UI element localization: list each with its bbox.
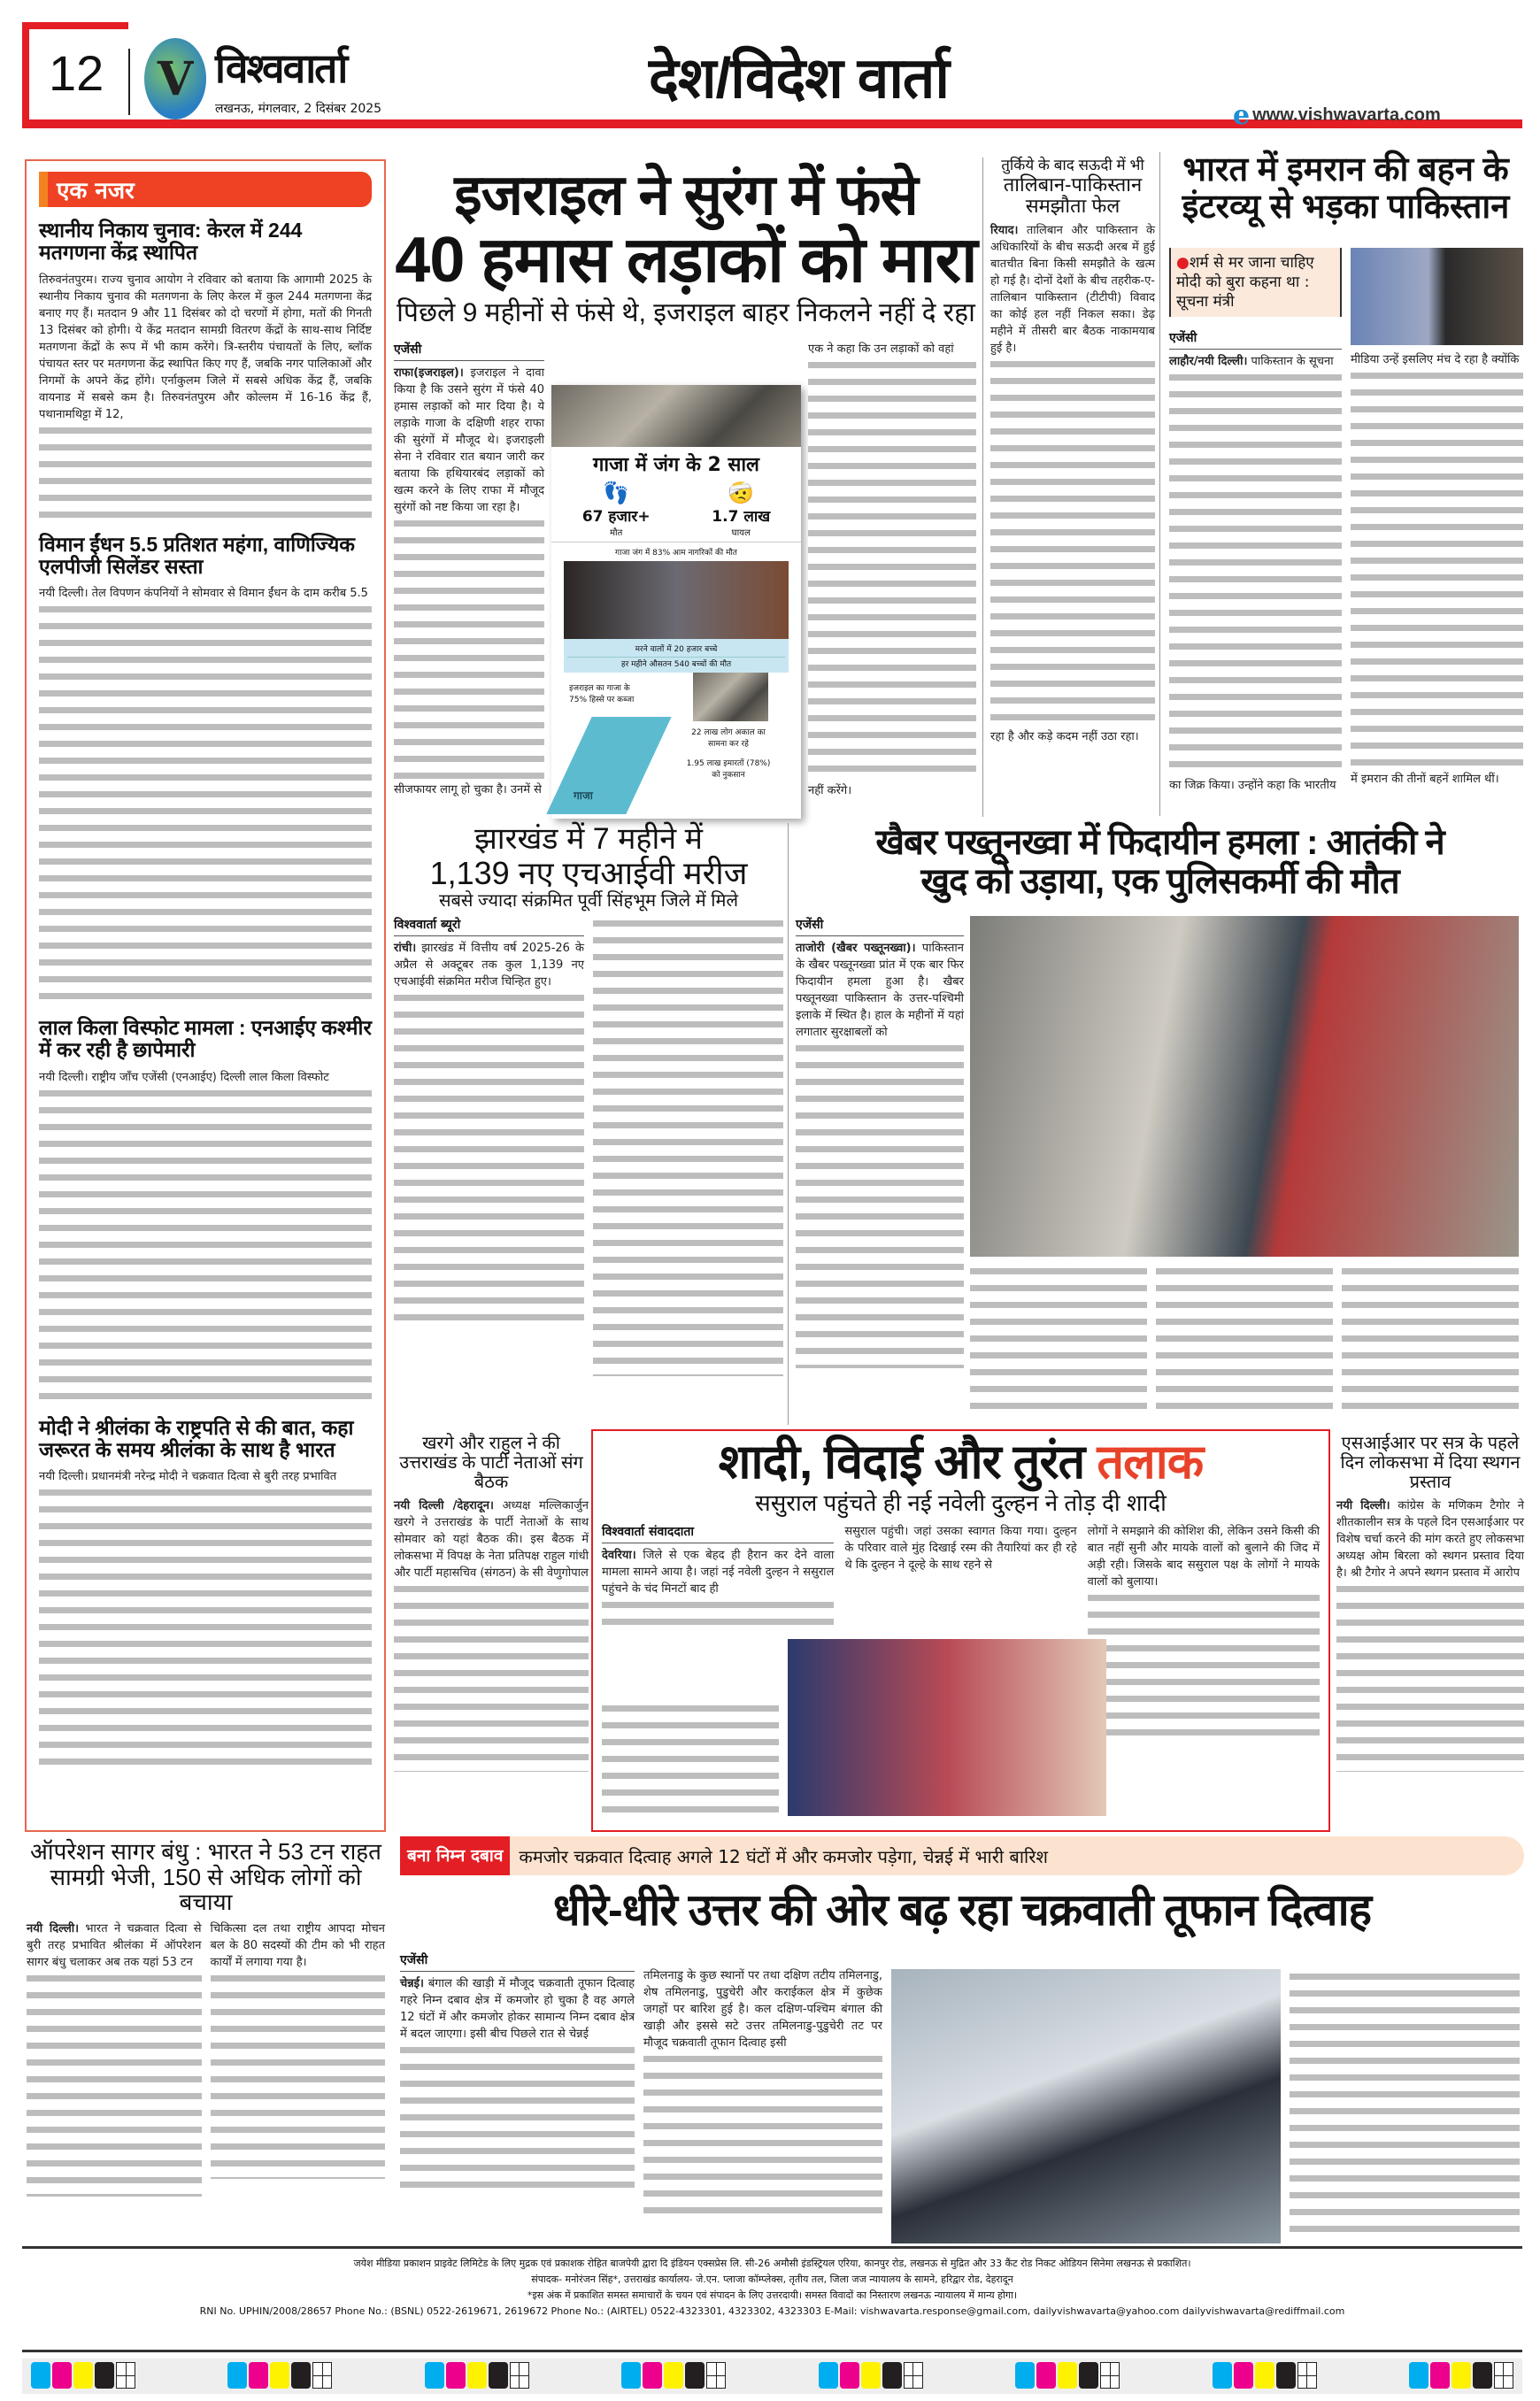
color-swatch [664, 2362, 683, 2389]
block [1169, 329, 1342, 794]
color-swatch [227, 2362, 247, 2389]
body-text-lines [39, 602, 372, 1004]
israel-byline: एजेंसी [394, 341, 544, 361]
israel-lead: इजराइल ने दावा किया है कि उसने सुरंग में फंसे 40 हमास लड़ाकों को मार दिया है। ये लड़ाके गाजा के दक्षिणी शहर राफा की सुरंगों में मौजूद थे। इजराइली सेना ने रविवार रात बयान जारी कर बताया कि हथियारबंद लड़ाकों को खत्म करने के लिए राफा में मौजूद सुरंगों को नष्ट किया जा रहा है। [394, 366, 544, 514]
body-text-lines [211, 1971, 386, 2179]
imran-col2-lead: मीडिया उन्हें इसलिए मंच दे रहा है क्योंकि [1351, 353, 1520, 366]
color-swatch [425, 2362, 444, 2389]
israel-col3-lead: एक ने कहा कि उन लड़ाकों को वहां [808, 342, 954, 356]
israel-col3-end: नहीं करेंगे। [808, 784, 852, 797]
color-swatch [73, 2362, 93, 2389]
color-swatch [467, 2362, 487, 2389]
ek-nazar-stories-1-lead: नयी दिल्ली। तेल विपणन कंपनियों ने सोमवार से विमान ईंधन के दाम करीब 5.5 [39, 587, 368, 601]
turkey-lead: तालिबान और पाकिस्तान के अधिकारियों के बीच सऊदी अरब में हुई बातचीत बिना किसी समझौते के खत्म हो गई है। दोनों देशों के बीच तहरीक-ए-तालिबान पाकिस्तान (टीटीपी) विवाद का कोई हल नहीं निकल सका। डेढ़ महीने में तीसरी बार बैठक नाकामयाब हुई है। [990, 224, 1155, 356]
cyclone-lead: बंगाल की खाड़ी में मौजूद चक्रवाती तूफान दित्वाह गहरे निम्न दबाव क्षेत्र में कमजोर हो चुका है वह अगले 12 घंटों में और कमजोर होकर सामान्य निम्न दबाव क्षेत्र में बदल जाएगा। इसी बीच पिछले रात से चेन्नई [400, 1977, 635, 2041]
shaadi-col3-lead: लोगों ने समझाने की कोशिश की, लेकिन उसने किसी की बात नहीं सुनी और मायके वालों को बुलाने की जिद में अड़ी रही। जिसके बाद ससुराल पक्ष के लोगों ने मायके वालों को बुलाया। [1087, 1524, 1320, 1589]
color-swatch [882, 2362, 902, 2389]
body-text-lines [1290, 1969, 1520, 2235]
paper-name: विश्ववार्ता [215, 44, 347, 92]
block [593, 916, 783, 1376]
body-text-lines [796, 1041, 964, 1368]
page-number: 12 [49, 45, 104, 101]
jharkhand-headline-1: झारखंड में 7 महीने में [474, 822, 703, 856]
website-link[interactable] [1233, 100, 1441, 131]
color-swatch [1079, 2362, 1098, 2389]
body-text-lines [39, 1485, 372, 1768]
body-text-lines [39, 1086, 372, 1404]
body-text-lines [394, 990, 584, 1327]
block [394, 916, 783, 1376]
israel-infographic-map-note: इजराइल का गाजा के 75% हिस्से पर कब्जा [569, 684, 635, 704]
shaadi-article [591, 1429, 1330, 1832]
block [400, 1951, 635, 2197]
registration-mark-icon [904, 2362, 923, 2389]
shaadi-lead: जिले से एक बेहद ही हैरान कर देने वाला मामला सामने आया है। जहां नई नवेली दुल्हन ने ससुराल पहुंचने के चंद मिनटों बाद ही [602, 1548, 835, 1596]
ek-nazar-stories-3-headline: मोदी ने श्रीलंका के राष्ट्रपति से की बात, कहा जरूरत के समय श्रीलंका के साथ है भारत [39, 1415, 354, 1462]
color-bar-group [1409, 2362, 1513, 2390]
jharkhand-headline-2: 1,139 नए एचआईवी मरीज [429, 855, 748, 892]
body-text-lines [1336, 1581, 1524, 1772]
story [39, 534, 372, 1005]
khyber-headline-2: खुद को उड़ाया, एक पुलिसकर्मी की मौत [920, 862, 1399, 901]
color-swatch [1015, 2362, 1035, 2389]
imran-lead: पाकिस्तान के सूचना [1247, 355, 1334, 368]
block [602, 1436, 1320, 1489]
israel-infographic-stat1-label: मौत [610, 528, 623, 538]
imprint-footer [22, 2246, 1522, 2320]
body-text-lines [394, 516, 544, 781]
color-swatch [31, 2362, 50, 2389]
color-swatch [489, 2362, 508, 2389]
kharge-headline: खरगे और राहुल ने की उत्तराखंड के पार्टी नेताओं संग बैठक [399, 1434, 583, 1492]
body-text-lines [990, 357, 1155, 728]
block [1088, 1523, 1320, 1741]
kharge-article [394, 1434, 589, 1828]
block [1169, 353, 1342, 370]
footer-line3: *इस अंक में प्रकाशित समस्त समाचारों के चयन एवं संपादन के लिए उत्तरदायी। समस्त विवादों का निस्तारण लखनऊ न्यायालय में मान्य होगा। [527, 2289, 1018, 2301]
jharkhand-dateline: रांची। [394, 941, 417, 955]
block [796, 916, 964, 1368]
cyclone-tag: बना निम्न दबाव [400, 1836, 510, 1875]
khyber-photo [970, 916, 1519, 1257]
color-swatch [1036, 2362, 1056, 2389]
story [39, 1017, 372, 1404]
sir-article [1336, 1434, 1524, 1828]
khyber-article [788, 823, 1524, 1425]
ek-nazar-stories-2-headline: लाल किला विस्फोट मामला : एनआईए कश्मीर में कर रही है छापेमारी [39, 1016, 372, 1062]
block [394, 365, 544, 516]
block: ● [1176, 254, 1190, 272]
color-swatch [685, 2362, 705, 2389]
block [564, 639, 789, 673]
shaadi-photo [788, 1639, 1106, 1816]
turkey-article [982, 158, 1155, 817]
israel-col1-end: सीजफायर लागू हो चुका है। उनमें से [394, 783, 542, 796]
color-bar-group [425, 2362, 529, 2390]
body-text-lines [39, 423, 372, 525]
shaadi-subhead: ससुराल पहुंचते ही नई नवेली दुल्हन ने तोड़ दी शादी [755, 1489, 1167, 1517]
israel-subhead: पिछले 9 महीनों से फंसे थे, इजराइल बाहर निकलने नहीं दे रहा [397, 297, 975, 327]
cyclone-banner: कमजोर चक्रवात दित्वाह अगले 12 घंटों में और कमजोर पड़ेगा, चेन्नई में भारी बारिश [519, 1846, 1048, 1867]
color-bar-group [621, 2362, 726, 2390]
block [394, 916, 584, 1376]
kharge-dateline: नयी दिल्ली /देहरादून। [394, 1499, 494, 1512]
imran-headline: भारत में इमरान की बहन के इंटरव्यू से भड़का पाकिस्तान [1182, 151, 1510, 226]
footer-line2: संपादक- मनोरंजन सिंह*, उत्तराखंड कार्यालय- जे.एन. प्लाजा कॉम्प्लेक्स, तृतीय तल, जिला जज न्यायालय के सामने, हरिद्वार रोड, देहरादून [531, 2274, 1013, 2285]
color-swatch [621, 2362, 641, 2389]
cyclone-col2-lead: तमिलनाडु के कुछ स्थानों पर तथा दक्षिण तटीय तमिलनाडु, शेष तमिलनाडु, पुडुचेरी और कराईकल क्षेत्र में कुछेक जगहों पर बारिश हुई है। कल दक्षिण-पश्चिम बंगाल की खाड़ी और इससे सटे उत्तर तमिलनाडु-पुडुचेरी तट पर मौजूद चक्रवाती तूफान दित्वाह इसी [643, 1969, 882, 2050]
turkey-end: रहा है और कड़े कदम नहीं उठा रहा। [990, 730, 1139, 744]
block [970, 1264, 1519, 1414]
ek-nazar-stories-3-lead: नयी दिल्ली। प्रधानमंत्री नरेन्द्र मोदी ने चक्रवात दित्वा से बुरी तरह प्रभावित [39, 1470, 337, 1484]
color-swatch [643, 2362, 662, 2389]
sagar-dateline: नयी दिल्ली। [27, 1921, 80, 1935]
body-text-lines [602, 1597, 834, 1633]
imran-article [1159, 152, 1524, 816]
color-swatch [52, 2362, 72, 2389]
color-swatch [1213, 2362, 1232, 2389]
footer-line4: RNI No. UPHIN/2008/28657 Phone No.: (BSNL) 0522-2619671, 2619672 Phone No.: (AIRTEL) 0522-4323301, 4323302, 4323303 E-Mail: vishwavarta.response@gmail.com, dailyvishwavarta@yahoo.com dailyvishwavarta@rediffmail.com [199, 2305, 1345, 2317]
block [693, 673, 768, 721]
cyclone-rain-photo [891, 1969, 1281, 2243]
browser-e-icon: e [1233, 100, 1251, 131]
color-swatch [291, 2362, 311, 2389]
turkey-headline: तालिबान-पाकिस्तान समझौता फेल [1003, 173, 1143, 217]
cyclone-article [400, 1836, 1524, 2243]
color-swatch [1451, 2362, 1471, 2389]
sagar-col2-lead: चिकित्सा दल तथा राष्ट्रीय आपदा मोचन बल के 80 सदस्यों की टीम को भी राहत कार्यों में लगाया गया है। [210, 1921, 385, 1969]
body-text-lines [970, 1264, 1147, 1414]
shaadi-col2-lead: ससुराल पहुंची। जहां उसका स्वागत किया गया। दुल्हन के परिवार वाले मुंह दिखाई रस्म की तैयारियां कर ही रहे थे कि दुल्हन ने दूल्हे के साथ रहने से [844, 1524, 1077, 1572]
color-bar-group [1015, 2362, 1120, 2390]
khyber-byline: एजेंसी [796, 916, 964, 936]
sagar-headline: ऑपरेशन सागर बंधु : भारत ने 53 टन राहत सामग्री भेजी, 150 से अधिक लोगों को बचाया [30, 1838, 381, 1916]
israel-infographic-map-label: गाजा [574, 789, 593, 802]
sagar-lead: भारत ने चक्रवात दित्वा से बुरी तरह प्रभावित श्रीलंका में ऑपरेशन सागर बंधु चलाकर अब तक यहां 53 टन [27, 1921, 202, 1969]
sir-headline: एसआईआर पर सत्र के पहले दिन लोकसभा में दिया स्थगन प्रस्ताव [1340, 1434, 1521, 1492]
israel-infographic-famine: 22 लाख लोग अकाल का सामना कर रहे [691, 728, 766, 749]
israel-infographic-stat2-value: 1.7 लाख [712, 508, 771, 526]
israel-infographic-note: गाजा जंग में 83% आम नागरिकों की मौत [615, 549, 737, 558]
body-text-lines [400, 2043, 635, 2197]
section-title: देश/विदेश वार्ता [649, 46, 949, 110]
city-date: लखनऊ, मंगलवार, 2 दिसंबर 2025 [215, 102, 382, 116]
ek-nazar-box [25, 159, 386, 1832]
imran-end1: का जिक्र किया। उन्होंने कहा कि भारतीय [1169, 779, 1336, 792]
block [796, 940, 964, 1041]
block [551, 481, 801, 543]
cyclone-banner [400, 1836, 1524, 1875]
block [582, 481, 651, 538]
body-text-lines [1342, 1264, 1519, 1414]
khyber-headline-1: खैबर पख्तूनख्वा में फिदायीन हमला : आतंकी ने [875, 823, 1444, 862]
color-swatch [1430, 2362, 1450, 2389]
footer-line1: जयेश मीडिया प्रकाशन प्राइवेट लिमिटेड के लिए मुद्रक एवं प्रकाशक रोहित बाजपेयी द्वारा दि इंडियन एक्सप्रेस लि. सी-26 अमौसी इंडस्ट्रियल एरिया, कानपुर रोड, लखनऊ से मुद्रित और 33 कैंट रोड निकट ओडियन सिनेमा लखनऊ से प्रकाशित। [353, 2258, 1191, 2269]
shaadi-byline: विश्ववार्ता संवाददाता [602, 1523, 834, 1543]
block [22, 2350, 1522, 2352]
block [27, 1920, 202, 1971]
block [643, 1967, 882, 2220]
israel-infographic-buildings: 1.95 लाख इमारतों (78%) को नुकसान [686, 759, 771, 780]
color-swatch [1409, 2362, 1428, 2389]
body-text-lines [808, 358, 976, 782]
color-swatch [95, 2362, 114, 2389]
shaadi-headline-accent: तलाक [1097, 1435, 1204, 1489]
jharkhand-article [394, 823, 783, 1425]
israel-infographic-child1: मरने वालों में 20 हजार बच्चे [635, 645, 718, 654]
block [602, 1547, 834, 1597]
block [551, 673, 801, 814]
body-text-lines [602, 1701, 779, 1816]
shaadi-dateline: देवरिया। [602, 1548, 636, 1562]
turkey-kicker: तुर्किये के बाद सऊदी में भी [1001, 157, 1144, 173]
story [39, 219, 372, 525]
israel-headline-1: इजराइल ने सुरंग में फंसे [454, 163, 918, 227]
sir-dateline: नयी दिल्ली। [1336, 1499, 1390, 1512]
color-bar-group [819, 2362, 923, 2390]
color-swatch [819, 2362, 838, 2389]
israel-infographic-stat2-label: घायल [731, 528, 751, 538]
color-swatch [861, 2362, 881, 2389]
imran-photo [1351, 248, 1523, 345]
registration-mark-icon [1297, 2362, 1317, 2389]
block [551, 385, 801, 447]
block [546, 717, 671, 814]
block [1336, 1497, 1524, 1581]
shaadi-headline-main: शादी, विदाई और तुरंत [718, 1435, 1085, 1489]
block [27, 1920, 385, 2197]
color-bar-group [31, 2362, 135, 2390]
color-swatch [1234, 2362, 1253, 2389]
gaza-infographic [551, 385, 801, 819]
sagar-bandhu-article [27, 1839, 385, 2242]
ek-nazar-stories-2-lead: नयी दिल्ली। राष्ट्रीय जॉंच एजेंसी (एनआईए) दिल्ली लाल किला विस्फोट [39, 1070, 329, 1084]
sir-lead: कांग्रेस के मणिकम टैगोर ने शीतकालीन सत्र के पहले दिन एसआईआर पर विशेष चर्चा करने की मांग करते हुए लोकसभा अध्यक्ष ओम बिरला को स्थगन प्रस्ताव दिया है। श्री टैगोर ने अपने स्थगन प्रस्ताव में आरोप [1336, 1499, 1524, 1580]
body-text-lines [394, 1581, 589, 1772]
jharkhand-lead: झारखंड में वित्तीय वर्ष 2025-26 के अप्रैल से अक्टूबर तक कुल 1,139 नए एचआईवी संक्रमित मरीज चिन्हित हुए। [394, 941, 584, 989]
israel-infographic-child2: हर महीने औसतन 540 बच्चों की मौत [567, 657, 785, 669]
ek-nazar-label: एक नजर [39, 172, 372, 207]
block [808, 341, 976, 799]
registration-mark-icon [706, 2362, 726, 2389]
israel-article [394, 164, 978, 819]
color-swatch [1255, 2362, 1274, 2389]
registration-mark-icon [312, 2362, 332, 2389]
body-text-lines [643, 2051, 882, 2220]
israel-dateline: राफा(इजराइल)। [394, 366, 464, 380]
block [211, 1920, 386, 2197]
imran-end2: में इमरान की तीनों बहनें शामिल थीं। [1351, 773, 1499, 786]
masthead [22, 22, 1522, 131]
registration-mark-icon [116, 2362, 135, 2389]
block [22, 22, 128, 29]
ek-nazar-stories-0-lead: तिरुवनंतपुरम। राज्य चुनाव आयोग ने रविवार को बताया कि आगामी 2025 के स्थानीय निकाय चुनाव की मतगणना के लिए केरल में कुल 244 मतगणना केंद्र बनाए गए हैं। मतदान 9 और 11 दिसंबर को दो चरणों में होगा, मतों की गिनती 13 दिसंबर को होगी। ये केंद्र मतदान सामग्री वितरण केंद्रों के साथ-साथ निर्दिष्ट मतगणना केंद्रों के रूप में भी काम करेंगे। त्रि-स्तरीय पंचायतों के लिए, ब्लॉक पंचायत स्तर पर मतगणना केंद्र स्थापित किए गए हैं, जबकि नगर पालिकाओं और निगमों के अपने केंद्र होंगे। एर्नाकुलम जिले में सबसे अधिक केंद्र हैं, जबकि वायनाड में सबसे कम है। तिरुवनंतपुरम और कोल्लम में 16-16 केंद्र हैं, पथानामथिट्टा में 12, [39, 273, 372, 421]
israel-infographic-title: गाजा में जंग के 2 साल [593, 454, 759, 476]
kharge-lead: अध्यक्ष मल्लिकार्जुन खरगे ने उत्तराखंड के पार्टी नेताओं के साथ सोमवार को यहां बैठक की। इस बैठक में लोकसभा में विपक्ष के नेता प्रतिपक्ष राहुल गांधी और पार्टी महासचिव (संगठन) के सी वेणुगोपाल [394, 1499, 589, 1580]
registration-mark-icon [1494, 2362, 1513, 2389]
registration-mark-icon [510, 2362, 529, 2389]
israel-headline-2: 40 हमास लड़ाकों को मारा [395, 225, 977, 296]
body-text-lines [1088, 1590, 1320, 1741]
jharkhand-byline: विश्ववार्ता ब्यूरो [394, 916, 584, 936]
injured-person-icon: 🤕 [728, 481, 755, 505]
footprints-icon: 👣 [603, 481, 630, 505]
body-text-lines [27, 1971, 202, 2197]
color-swatch [1473, 2362, 1492, 2389]
khyber-dateline: ताजोरी (खैबर पख्तूनख्वा)। [796, 942, 916, 955]
block [27, 1920, 202, 2197]
color-bar-group [1213, 2362, 1317, 2390]
ek-nazar-stories-0-headline: स्थानीय निकाय चुनाव: केरल में 244 मतगणना केंद्र स्थापित [39, 219, 303, 265]
story [39, 1417, 372, 1769]
block [564, 561, 789, 639]
ek-nazar-stories-1-headline: विमान ईंधन 5.5 प्रतिशत महंगा, वाणिज्यिक एलपीजी सिलेंडर सस्ता [39, 532, 355, 578]
jharkhand-subhead: सबसे ज्यादा संक्रमित पूर्वी सिंहभूम जिले में मिले [438, 890, 739, 911]
imran-quote: शर्म से मर जाना चाहिए मोदी को बुरा कहना था : सूचना मंत्री [1176, 254, 1314, 311]
turkey-dateline: रियाद। [990, 224, 1019, 238]
israel-infographic-stat1-value: 67 हजार+ [581, 508, 651, 526]
block [394, 940, 584, 990]
print-color-marks [22, 2359, 1522, 2394]
color-swatch [840, 2362, 859, 2389]
color-bar-group [227, 2362, 332, 2390]
block [394, 341, 544, 798]
color-swatch [270, 2362, 289, 2389]
cyclone-dateline: चेन्नई। [400, 1977, 424, 1990]
block [990, 222, 1155, 357]
body-text-lines [1156, 1264, 1333, 1414]
block [400, 1975, 635, 2043]
logo-icon: V [144, 38, 206, 119]
block [1351, 351, 1523, 788]
color-swatch [446, 2362, 466, 2389]
imran-byline: एजेंसी [1169, 329, 1342, 350]
block [394, 1497, 589, 1581]
body-text-lines [1169, 370, 1342, 777]
color-swatch [1058, 2362, 1077, 2389]
masthead-website: www.vishwavarta.com [1252, 105, 1441, 125]
color-swatch [1276, 2362, 1296, 2389]
block [712, 481, 770, 538]
pull-quote [1169, 248, 1342, 317]
registration-mark-icon [1100, 2362, 1120, 2389]
body-text-lines [1351, 368, 1523, 771]
body-text-lines [593, 916, 783, 1376]
block [128, 49, 130, 115]
cyclone-headline: धीरे-धीरे उत्तर की ओर बढ़ रहा चक्रवाती तूफान दित्वाह [552, 1885, 1372, 1935]
color-swatch [249, 2362, 268, 2389]
khyber-lead: पाकिस्तान के खैबर पख्तूनख्वा प्रांत में एक बार फिर फिदायीन हमला हुआ है। खैबर पख्तूनख्वा पाकिस्तान के उत्तर-पश्चिमी इलाके में स्थित है। हाल के महीनों में यहां लगातार सुरक्षाबलों को [796, 942, 964, 1039]
cyclone-byline: एजेंसी [400, 1951, 635, 1972]
imran-dateline: लाहौर/नयी दिल्ली। [1169, 355, 1248, 368]
